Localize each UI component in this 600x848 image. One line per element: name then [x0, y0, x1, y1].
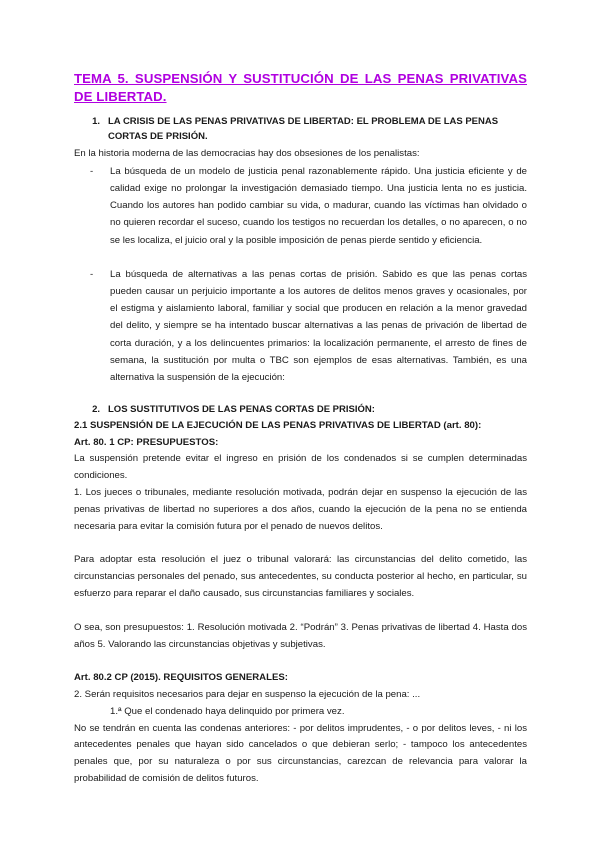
bullet-text: La búsqueda de alternativas a las penas cortas de prisión. Sabido es que las penas cortas pueden causar un perjuicio importante a los autores de delitos menos graves y ocasionales, por el estigma y aislamiento laboral, familiar y social que producen en relación a la menor gravedad del delito, y siempre se ha intentado buscar alternativas a las penas de privación de libertad de corta duración, y a los delincuentes primarios: la localización permanente, el arresto de fines de semana, la sustitución por multa o TBC son ejemplos de esas alternativas. También, es una alternativa la suspensión de la ejecución:	[110, 268, 527, 384]
art-80-2-heading: Art. 80.2 CP (2015). REQUISITOS GENERALES:	[74, 672, 288, 684]
section-1-heading	[74, 115, 527, 144]
art-80-1-heading: Art. 80. 1 CP: PRESUPUESTOS:	[74, 436, 219, 448]
section-1-number: 1.	[92, 116, 100, 127]
subsection-2-1-heading: 2.1 SUSPENSIÓN DE LA EJECUCIÓN DE LAS PENAS PRIVATIVAS DE LIBERTAD (art. 80):	[74, 419, 482, 431]
art-80-1-text: 1. Los jueces o tribunales, mediante resolución motivada, podrán dejar en suspenso la ejecución de las penas privativas de libertad no superiores a dos años, cuando la ejecución de la pena no se entienda necesaria para evitar la comisión futura por el penado de nuevos delitos.	[74, 486, 527, 532]
list-item	[74, 266, 527, 386]
document-title: TEMA 5. SUSPENSIÓN Y SUSTITUCIÓN DE LAS PENAS PRIVATIVAS DE LIBERTAD.	[74, 71, 527, 104]
art-80-2-item: 1.ª Que el condenado haya delinquido por primera vez.	[110, 705, 345, 717]
valoracion-paragraph: Para adoptar esta resolución el juez o tribunal valorará: las circunstancias del delito cometido, las circunstancias personales del penado, sus antecedentes, su conducta posterior al hecho, en particular, su esfuerzo para reparar el daño causado, sus circunstancias familiares y sociales.	[74, 554, 527, 599]
bullet-dash: -	[90, 268, 94, 280]
list-item	[74, 163, 527, 249]
art-80-2-after: No se tendrán en cuenta las condenas anteriores: - por delitos imprudentes, - o por delitos leves, - ni los antecedentes penales que hayan sido cancelados o que debieran serlo; - tampoco los antecedentes penales que, por su naturaleza o por sus circunstancias, carezcan de relevancia para valorar la probabilidad de comisión de delitos futuros.	[74, 722, 527, 785]
presupuestos-paragraph: O sea, son presupuestos: 1. Resolución motivada 2. “Podrán” 3. Penas privativas de libertad 4. Hasta dos años 5. Valorando las circunstancias objetivas y subjetivas.	[74, 621, 527, 650]
art-80-1-intro: La suspensión pretende evitar el ingreso en prisión de los condenados si se cumplen determinadas condiciones.	[74, 453, 527, 482]
section-2-heading	[74, 403, 527, 418]
section-1-intro: En la historia moderna de las democracias hay dos obsesiones de los penalistas:	[74, 148, 420, 159]
art-80-2-text: 2. Serán requisitos necesarios para dejar en suspenso la ejecución de la pena: ...	[74, 689, 421, 701]
document-page	[74, 70, 527, 788]
bullet-dash: -	[90, 165, 94, 177]
section-1-heading-text: LA CRISIS DE LAS PENAS PRIVATIVAS DE LIBERTAD: EL PROBLEMA DE LAS PENAS CORTAS DE PRISIÓN.	[108, 116, 499, 142]
section-2-number: 2.	[92, 404, 100, 416]
bullet-text: La búsqueda de un modelo de justicia penal razonablemente rápido. Una justicia eficiente y de calidad exige no prolongar la investigación demasiado tiempo. Una justicia lenta no es justicia. Cuando los autores han podido cambiar su vida, o madurar, cuando las víctimas han olvidado o no quieren recordar el suceso, cuando los testigos no recuerdan los detalles, o no aparecen, o no se les localiza, el juicio oral y la posible imposición de penas pierde sentido y eficiencia.	[110, 165, 527, 246]
section-2-heading-text: LOS SUSTITUTIVOS DE LAS PENAS CORTAS DE PRISIÓN:	[108, 404, 375, 416]
